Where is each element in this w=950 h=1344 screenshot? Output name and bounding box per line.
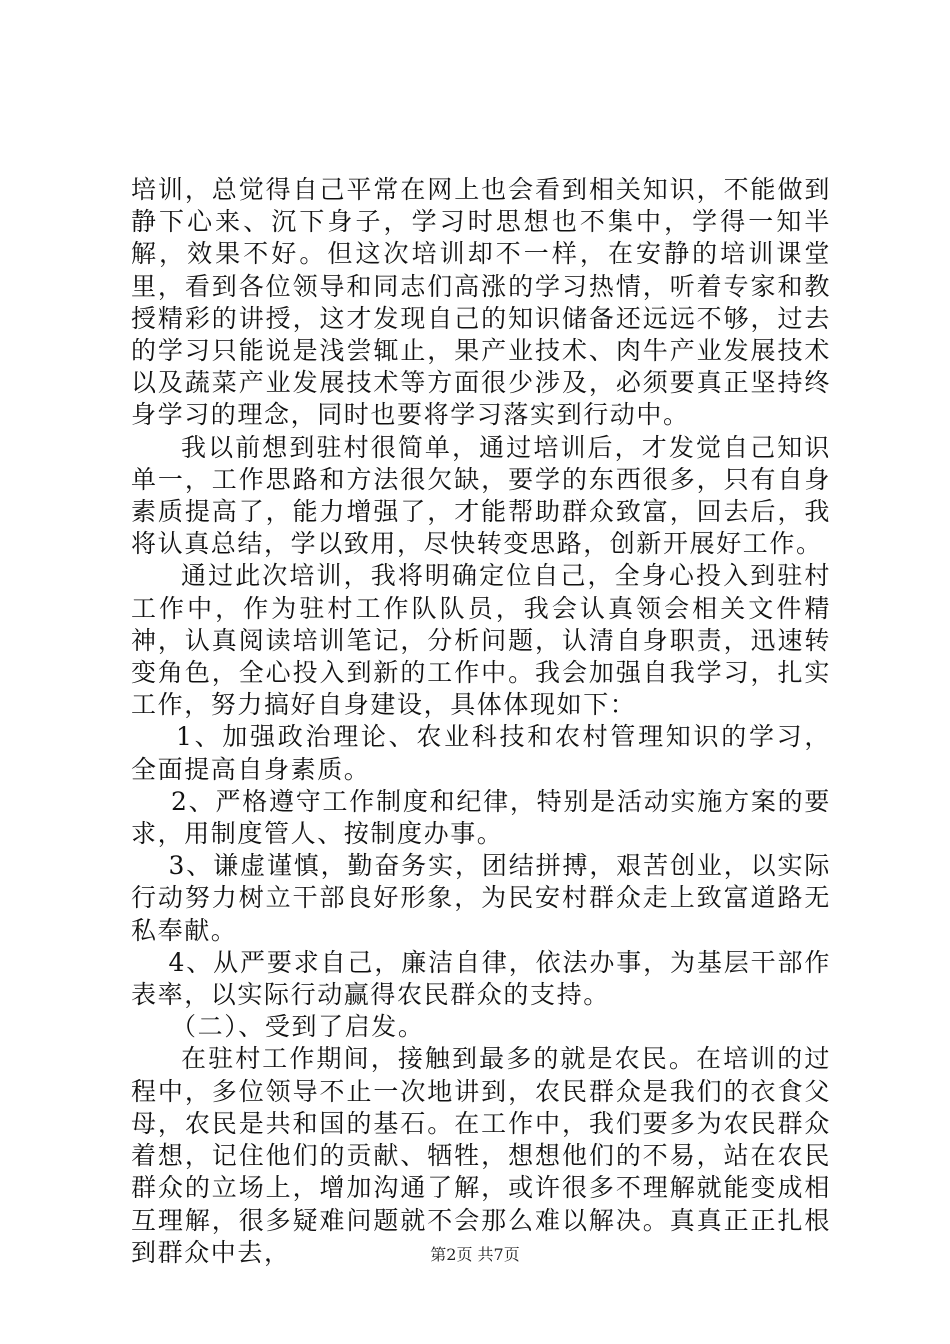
paragraph-1: 培训，总觉得自己平常在网上也会看到相关知识，不能做到静下心来、沉下身子，学习时思想也不集中，学得一知半解，效果不好。但这次培训却不一样，在安静的培训课堂里，看到各位领导和同志们高涨的学习热情，听着专家和教授精彩的讲授，这才发现自己的知识储备还远远不够，过去的学习只能说是浅尝辄止，果产业技术、肉牛产业发展技术以及蔬菜产业发展技术等方面很少涉及，必须要真正坚持终身学习的理念，同时也要将学习落实到行动中。 <box>131 175 831 430</box>
document-body <box>131 174 831 1269</box>
paragraph-4: 在驻村工作期间，接触到最多的就是农民。在培训的过程中，多位领导不止一次地讲到，农民群众是我们的衣食父母，农民是共和国的基石。在工作中，我们要多为农民群众着想，记住他们的贡献、牺牲，想想他们的不易，站在农民群众的立场上，增加沟通了解，或许很多不理解就能变成相互理解，很多疑难问题就不会那么难以解决。真真正正扎根到群众中去， <box>131 1044 831 1267</box>
section-heading: （二）、受到了启发。 <box>171 1012 425 1042</box>
paragraph-3: 通过此次培训，我将明确定位自己，全身心投入到驻村工作中，作为驻村工作队队员，我会认真领会相关文件精神，认真阅读培训笔记，分析问题，认清自身职责，迅速转变角色，全心投入到新的工作中。我会加强自我学习，扎实工作，努力搞好自身建设，具体体现如下： <box>131 561 831 720</box>
paragraph-2: 我以前想到驻村很简单，通过培训后，才发觉自己知识单一，工作思路和方法很欠缺，要学的东西很多，只有自身素质提高了，能力增强了，才能帮助群众致富，回去后，我将认真总结，学以致用，尽快转变思路，创新开展好工作。 <box>131 432 831 559</box>
list-item-4: 4、从严要求自己，廉洁自律，依法办事，为基层干部作表率，以实际行动赢得农民群众的支持。 <box>131 947 831 1010</box>
page-number-footer: 第2页 共7页 <box>430 1245 520 1264</box>
list-item-1: 1、加强政治理论、农业科技和农村管理知识的学习，全面提高自身素质。 <box>131 722 831 784</box>
list-item-2: 2、严格遵守工作制度和纪律，特别是活动实施方案的要求，用制度管人、按制度办事。 <box>131 786 831 849</box>
list-item-3: 3、谦虚谨慎，勤奋务实，团结拼搏，艰苦创业，以实际行动努力树立干部良好形象，为民安村群众走上致富道路无私奉献。 <box>131 851 831 945</box>
